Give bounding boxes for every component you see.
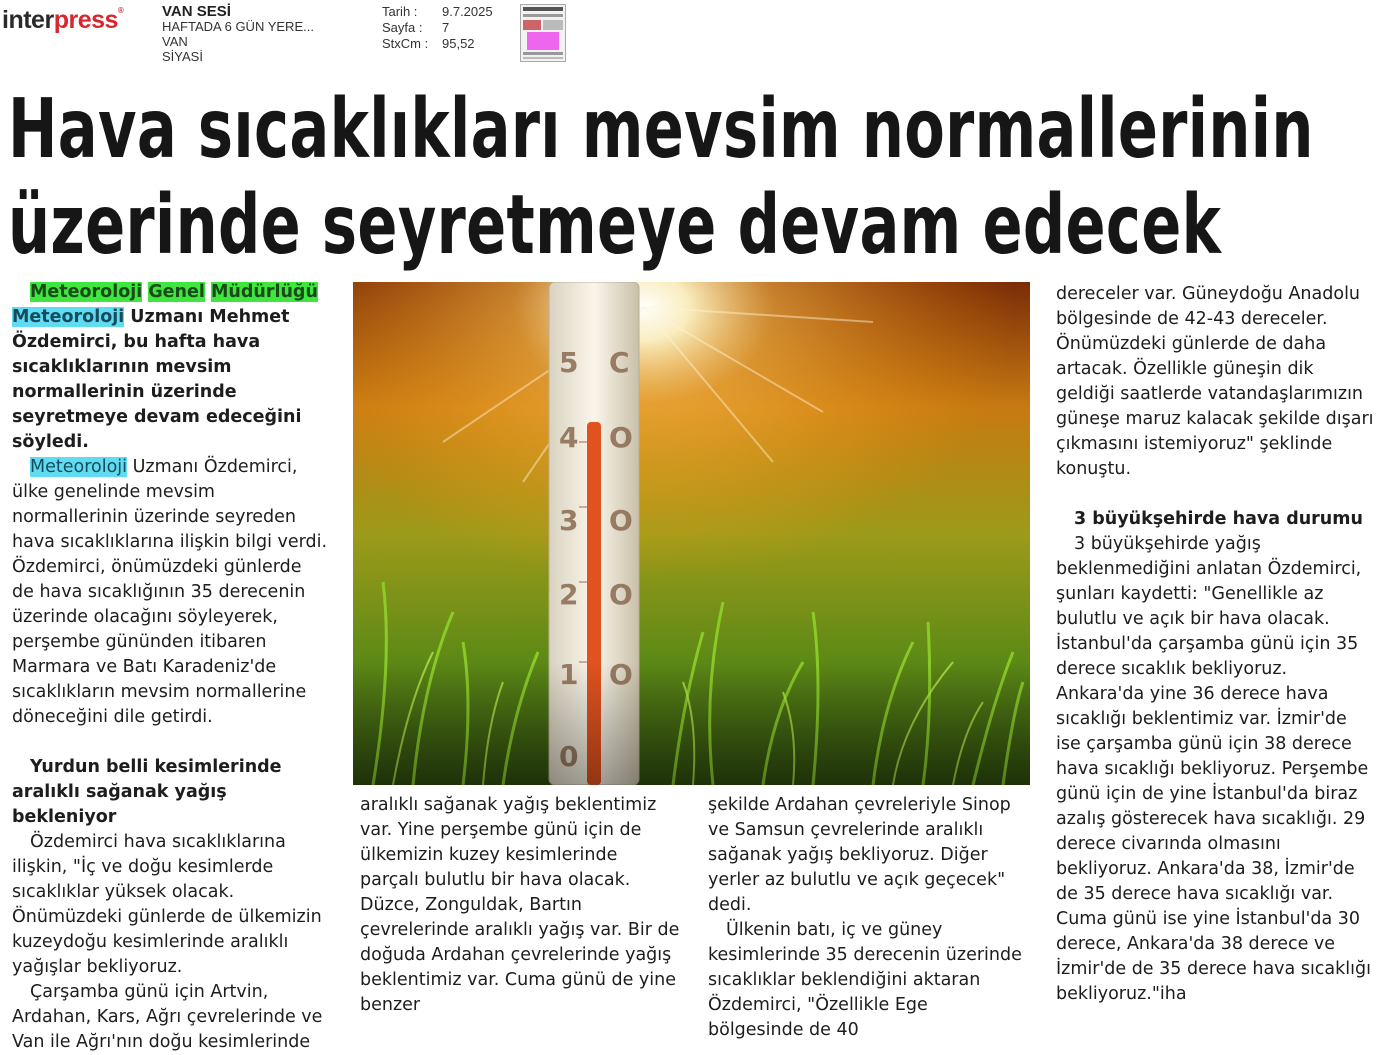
scale-tick-3: 3 [559,504,579,537]
article-position-highlight [527,32,559,50]
meta-size-row [382,36,493,52]
scale-right-3: O [609,578,633,611]
scale-tick-2: 2 [559,578,579,611]
publication-city: VAN [162,34,188,49]
article-column-4 [1056,282,1376,1007]
lead-paragraph: Meteoroloji Genel Müdürlüğü Meteoroloji Uzmanı Mehmet Özdemirci, bu hafta hava sıcaklıklarının mevsim normallerinin üzerinde seyretmeye devam edeceğini söyledi. [12,282,318,452]
body-paragraph: 3 büyükşehirde yağış beklenmediğini anlatan Özdemirci, şunları kaydetti: "Genellikle az bulutlu ve açık bir hava olacak. İstanbul'da çarşamba günü için 35 derece sıcaklık bekliyoruz. Ankara'da yine 36 derece hava sıcaklığı beklentimiz var. İzmir'de ise çarşamba günü için 38 derece hava sıcaklığı bekliyoruz. Perşembe günü için de yine İstanbul'da biraz azalış gösterecek hava sıcaklığı. 29 derece civarında olmasını bekliyoruz. Ankara'da 38, İzmir'de de 35 derece hava sıcaklığı var. Cuma günü ise yine İstanbul'da 30 derece, Ankara'da 38 derece ve İzmir'de de 35 derece hava sıcaklığı bekliyoruz."iha [1056,534,1371,1004]
scale-right-2: O [609,504,633,537]
meta-size-value: 95,52 [442,36,475,51]
body-paragraph: Özdemirci hava sıcaklıklarına ilişkin, "İç ve doğu kesimlerde sıcaklıklar yüksek olacak. Önümüzdeki günlerde de ülkemizin kuzeydoğu kesimlerinde aralıklı yağışlar bekliyoruz. [12,832,322,977]
clipping-meta [382,4,493,52]
article-column-1 [12,280,328,1055]
scale-right-c: C [609,346,630,379]
publication-section: SİYASİ [162,49,203,64]
body-paragraph: aralıklı sağanak yağış beklentimiz var. Yine perşembe günü için de ülkemizin kuzey kesimlerinde parçalı bulutlu bir hava olacak. Düzce, Zonguldak, Bartın çevrelerinde aralıklı yağış var. Bir de doğuda Ardahan çevrelerinde yağış beklentimiz var. Cuma günü de yine benzer [360,795,680,1015]
article-headline [8,82,1314,274]
scale-right-1: O [609,421,633,454]
publication-name: VAN SESİ [162,3,231,20]
article-column-2 [360,793,680,1018]
subheading: 3 büyükşehirde hava durumu [1074,509,1363,529]
scale-tick-4: 4 [559,421,579,454]
meta-date-label: Tarih : [382,4,418,19]
scale-tick-5: 5 [559,346,579,379]
body-paragraph: dereceler var. Güneydoğu Anadolu bölgesinde de 42-43 dereceler. Önümüzdeki günlerde de daha artacak. Özellikle güneşin dik geldiği saatlerde vatandaşlarımızın güneşe maruz kalacak şekilde dışarı çıkmasını istemiyoruz" şeklinde konuştu. [1056,284,1374,479]
page-thumbnail[interactable] [520,4,566,62]
meta-page-row [382,20,493,36]
publication-frequency: HAFTADA 6 GÜN YERE... [162,19,314,34]
body-paragraph: şekilde Ardahan çevreleriyle Sinop ve Samsun çevrelerinde aralıklı sağanak yağış bekliyoruz. Diğer yerler az bulutlu ve açık geçecek" dedi. [708,795,1011,915]
thermometer-sun-grass-image [353,282,1030,785]
meta-page-value: 7 [442,20,450,35]
article-column-3 [708,793,1028,1043]
meta-date-value: 9.7.2025 [442,4,493,19]
headline-line-1: Hava sıcaklıkları mevsim normallerinin [8,82,1314,177]
body-paragraph: Ülkenin batı, iç ve güney kesimlerinde 35 derecenin üzerinde sıcaklıklar beklendiğini aktaran Özdemirci, "Özellikle Ege bölgesinde de 40 [708,920,1022,1040]
publication-info [162,4,314,64]
interpress-logo: interpress® [2,6,124,34]
article-photo [353,282,1030,785]
body-paragraph: Meteoroloji Uzmanı Özdemirci, ülke genelinde mevsim normallerinin üzerinde seyreden hava sıcaklıklarına ilişkin bilgi verdi. Özdemirci, önümüzdeki günlerde de hava sıcaklığının 35 derecenin üzerinde olacağını söyleyerek, perşembe gününden itibaren Marmara ve Batı Karadeniz'de sıcaklıkların mevsim normallerine döneceğini dile getirdi. [12,457,328,727]
meta-date-row [382,4,493,20]
meta-page-label: Sayfa : [382,20,423,35]
headline-line-2: üzerinde seyretmeye devam edecek [8,178,1222,273]
subheading: Yurdun belli kesimlerinde aralıklı sağanak yağış bekleniyor [12,757,282,827]
body-paragraph: Çarşamba günü için Artvin, Ardahan, Kars, Ağrı çevrelerinde ve Van ile Ağrı'nın doğu kesimlerinde [12,982,323,1052]
meta-size-label: StxCm : [382,36,429,51]
